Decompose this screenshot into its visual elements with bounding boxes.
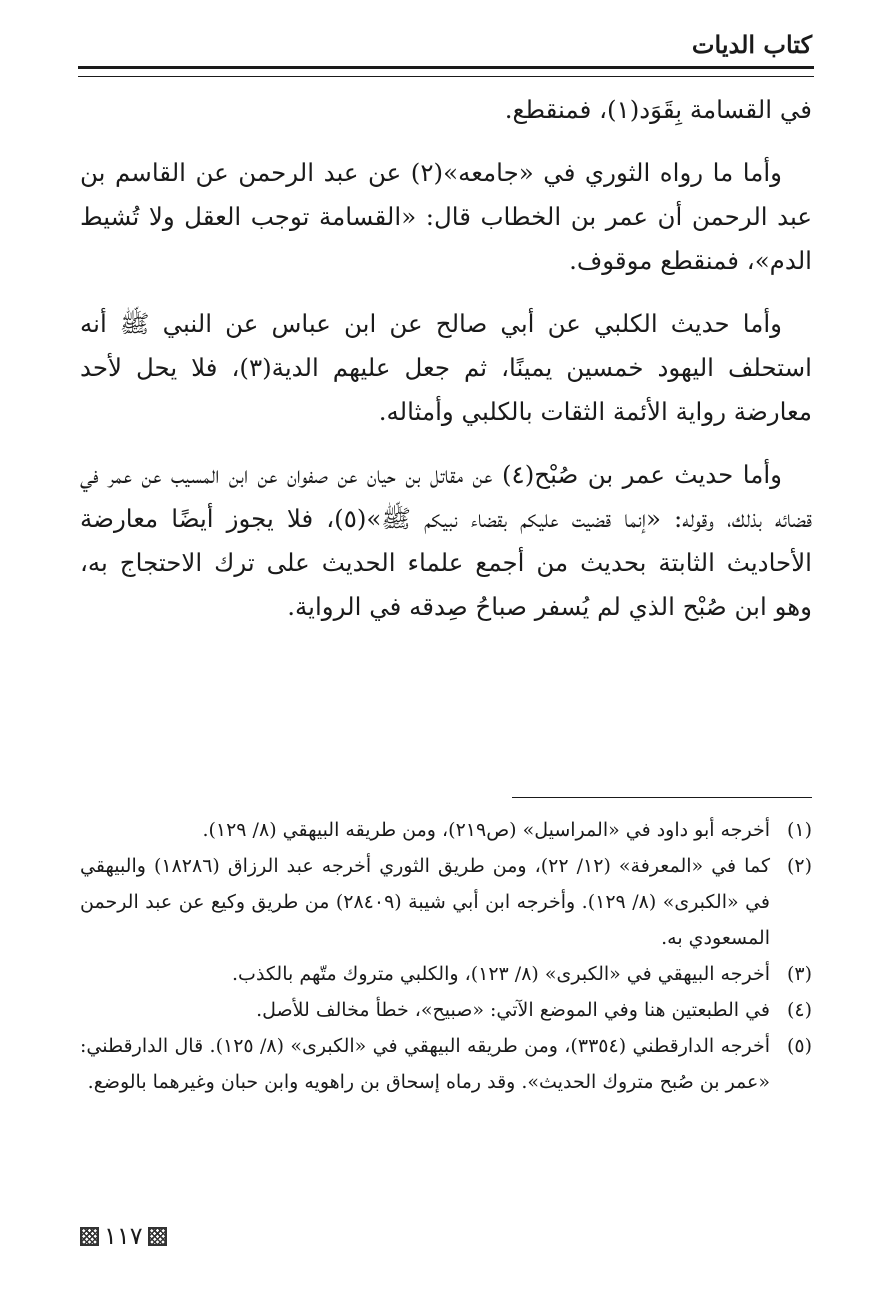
ornament-icon	[80, 1227, 99, 1246]
footnote-number: (٣)	[786, 963, 812, 985]
footnote-number: (١)	[786, 819, 812, 841]
paragraph: وأما حديث الكلبي عن أبي صالح عن ابن عباس عن النبي ﷺ أنه استحلف اليهود خمسين يمينًا، ثم جعل عليهم الدية(٣)، فلا يحل لأحد معارضة رواية الأئمة الثقات بالكلبي وأمثاله.	[80, 309, 812, 426]
footnote-text: كما في «المعرفة» (١٢/ ٢٢)، ومن طريق الثوري أخرجه عبد الرزاق (١٨٢٨٦) والبيهقي في «الكبرى» (٨/ ١٢٩). وأخرجه ابن أبي شيبة (٢٨٤٠٩) من طريق وكيع عن عبد الرحمن المسعودي به.	[80, 855, 770, 949]
page-number-box	[80, 1222, 167, 1250]
footnotes	[80, 812, 812, 1100]
footnote	[80, 812, 812, 848]
ornament-icon	[148, 1227, 167, 1246]
running-header-title: كتاب الديات	[691, 30, 812, 59]
footnote	[80, 848, 812, 956]
footnote-number: (٤)	[786, 999, 812, 1021]
footnote	[80, 956, 812, 992]
footnote-text: في الطبعتين هنا وفي الموضع الآتي: «صبيح»، خطأ مخالف للأصل.	[256, 999, 770, 1021]
paragraph: في القسامة بِقَوَد(١)، فمنقطع.	[504, 95, 812, 124]
main-text	[80, 88, 812, 648]
footnote	[80, 992, 812, 1028]
page-number: ١١٧	[104, 1222, 143, 1250]
footnote-text: أخرجه البيهقي في «الكبرى» (٨/ ١٢٣)، والكلبي متروك متّهم بالكذب.	[232, 963, 770, 985]
footnote-text: أخرجه الدارقطني (٣٣٥٤)، ومن طريقه البيهقي في «الكبرى» (٨/ ١٢٥). قال الدارقطني: «عمر بن صُبح متروك الحديث». وقد رماه إسحاق بن راهويه وابن حبان وغيرهما بالوضع.	[80, 1035, 771, 1093]
paragraph: وأما حديث عمر بن صُبْح(٤) عن مقاتل بن حيان عن صفوان عن ابن المسيب عن عمر في قضائه بذلك، وقوله: «إنما قضيت عليكم بقضاء نبيكم ﷺ»(٥)، فلا يجوز أيضًا معارضة الأحاديث الثابتة بحديث من أجمع علماء الحديث على ترك الاحتجاج به، وهو ابن صُبْح الذي لم يُسفر صباحُ صِدقه في الرواية.	[80, 460, 812, 621]
header-rule	[78, 66, 814, 77]
paragraph: وأما ما رواه الثوري في «جامعه»(٢) عن عبد الرحمن عن القاسم بن عبد الرحمن أن عمر بن الخطاب قال: «القسامة توجب العقل ولا تُشيط الدم»، فمنقطع موقوف.	[80, 158, 812, 275]
footnote-text: أخرجه أبو داود في «المراسيل» (ص٢١٩)، ومن طريقه البيهقي (٨/ ١٢٩).	[202, 819, 770, 841]
footnote-separator	[512, 797, 812, 798]
footnote	[80, 1028, 812, 1100]
footnote-number: (٥)	[786, 1035, 812, 1057]
footnote-number: (٢)	[786, 855, 812, 877]
